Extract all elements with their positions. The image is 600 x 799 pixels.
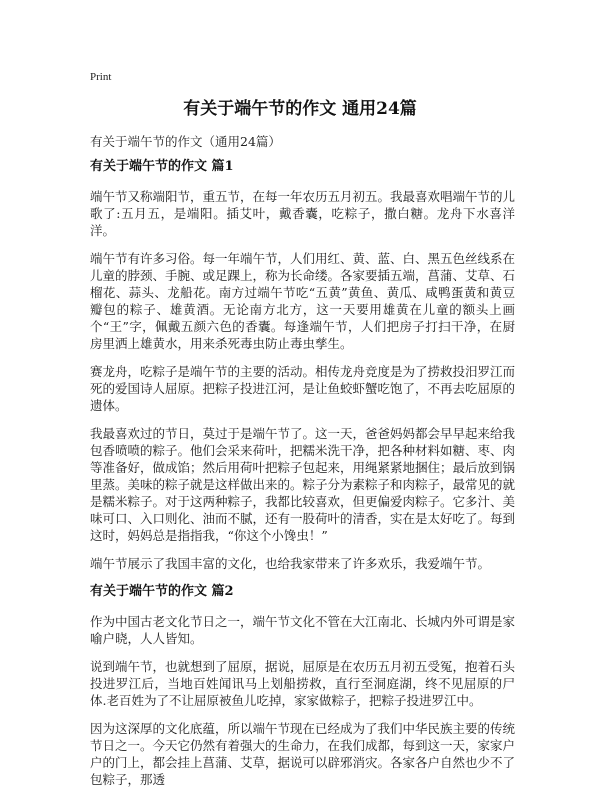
article-body xyxy=(90,150,515,799)
paragraph: 作为中国古老文化节日之一，端午节文化不管在大江南北、长城内外可谓是家喻户晓，人人皆知。 xyxy=(90,614,516,646)
print-label[interactable]: Print xyxy=(90,71,112,83)
section-heading: 有关于端午节的作文 篇2 xyxy=(90,584,234,599)
paragraph: 端午节展示了我国丰富的文化，也给我家带来了许多欢乐，我爱端午节。 xyxy=(90,556,491,571)
paragraph: 因为这深厚的文化底蕴，所以端午节现在已经成为了我们中华民族主要的传统节日之一。今天它仍然有着强大的生命力，在我们成都，每到这一天，家家户户的门上，都会挂上菖蒲、艾草，据说可以辟邪消灾。各家各户自然也少不了包粽子，那透 xyxy=(90,721,516,787)
section-2 xyxy=(90,583,515,788)
paragraph: 端午节有许多习俗。每一年端午节，人们用红、黄、蓝、白、黑五色丝线系在儿童的脖颈、手腕、或足踝上，称为长命缕。各家要插五端，菖蒲、艾草、石榴花、蒜头、龙船花。南方过端午节吃“五黄”黄鱼、黄瓜、咸鸭蛋黄和黄豆瓣包的粽子、雄黄酒。无论南方北方，这一天要用雄黄在儿童的额头上画个“王”字，佩戴五颜六色的香囊。每逢端午节，人们把房子打扫干净，在厨房里洒上雄黄水，用来杀死毒虫防止毒虫孳生。 xyxy=(90,251,516,351)
page-subtitle: 有关于端午节的作文（通用24篇） xyxy=(90,134,281,149)
paragraph: 赛龙舟，吃粽子是端午节的主要的活动。相传龙舟竞度是为了捞救投汨罗江而死的爱国诗人屈原。把粽子投进江河，是让鱼蛟虾蟹吃饱了，不再去吃屈原的遗体。 xyxy=(90,364,516,413)
page-title: 有关于端午节的作文 通用24篇 xyxy=(183,99,417,119)
paragraph: 端午节又称端阳节，重五节，在每一年农历五月初五。我最喜欢唱端午节的儿歌了:五月五，是端阳。插艾叶，戴香囊，吃粽子，撒白糖。龙舟下水喜洋洋。 xyxy=(90,189,516,238)
paragraph: 说到端午节，也就想到了屈原，据说，屈原是在农历五月初五受冤，抱着石头投进罗江后，当地百姓闻讯马上划船捞救，直行至洞庭湖，终不见屈原的尸体.老百姓为了不让屈原被鱼儿吃掉，家家做粽子，把粽子投进罗江中。 xyxy=(90,659,516,708)
section-1 xyxy=(90,158,515,572)
section-heading: 有关于端午节的作文 篇1 xyxy=(90,159,234,174)
paragraph: 我最喜欢过的节日，莫过于是端午节了。这一天，爸爸妈妈都会早早起来给我包香喷喷的粽子。他们会采来荷叶，把糯米洗干净，把各种材料如糖、枣、肉等准备好，做成馅；然后用荷叶把粽子包起来，用绳紧紧地捆住；最后放到锅里蒸。美味的粽子就是这样做出来的。粽子分为素粽子和肉粽子，最常见的就是糯米粽子。对于这两种粽子，我都比较喜欢，但更偏爱肉粽子。它多汁、美味可口、入口则化、油而不腻，还有一股荷叶的清香，实在是太好吃了。每到这时，妈妈总是指指我，“你这个小馋虫！” xyxy=(90,426,516,543)
